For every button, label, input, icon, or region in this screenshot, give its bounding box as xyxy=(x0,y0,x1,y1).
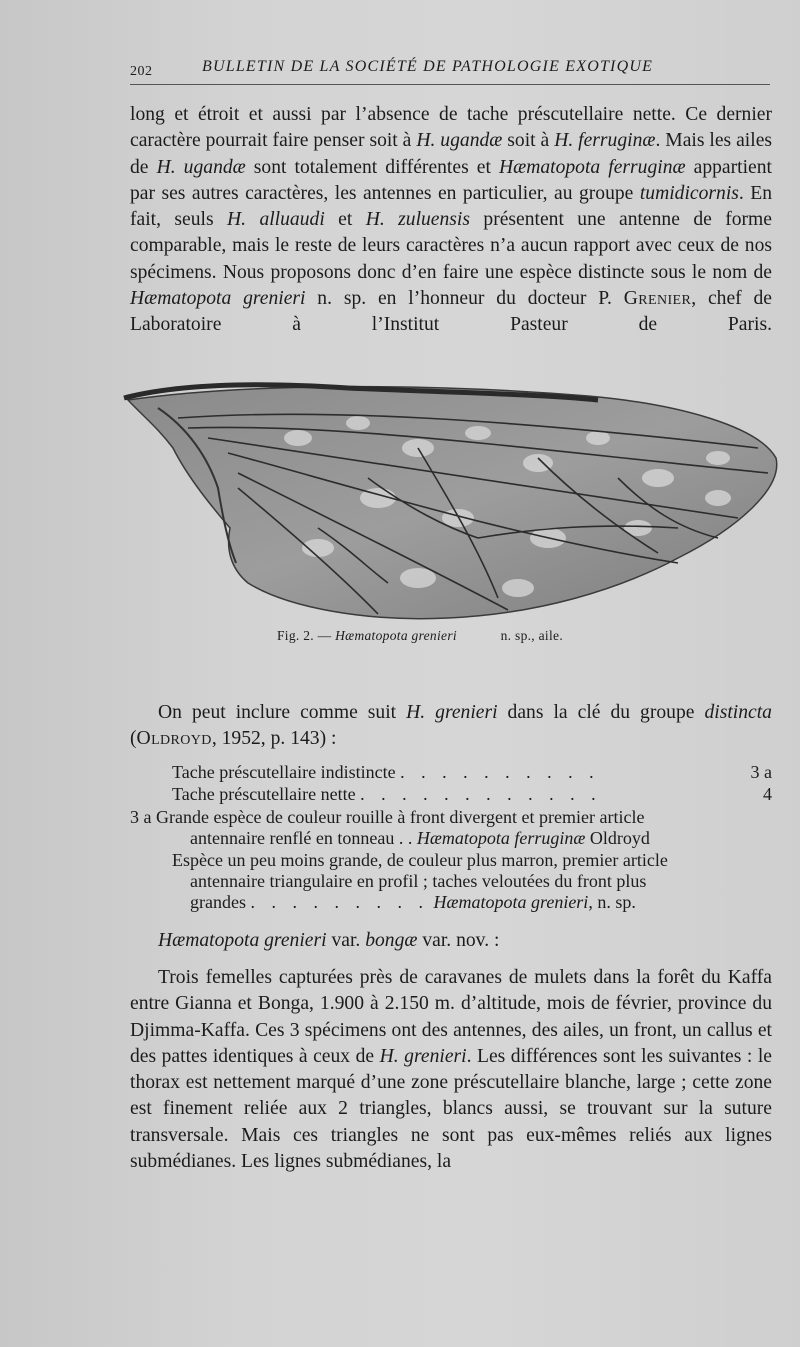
text-run: On peut inclure comme suit xyxy=(158,702,407,723)
key-text: Tache préscutellaire indistincte xyxy=(172,762,396,782)
species-name: Hæmatopota grenieri xyxy=(158,930,327,951)
text-run: Trois femelles capturées près de caravanes de mulets dans la forêt du Kaffa entre Gianna et Bonga, 1.900 à 2.150 m. d’altitude, mois de février, province du Djimma-Kaffa. Ces 3 spécimens ont des antennes, des ailes, un front, un callus et des pattes identiques à ceux de xyxy=(130,967,772,1067)
species-name: H. ugandæ xyxy=(416,130,503,152)
species-name: Hæmatopota ferruginæ xyxy=(416,828,586,848)
species-name: H. ferruginæ xyxy=(554,130,656,152)
wing-figure xyxy=(118,378,783,628)
wing-membrane xyxy=(128,387,777,619)
key-dots: . . . . . . . . . xyxy=(250,892,429,912)
key-text: grandes xyxy=(190,892,246,912)
species-name: H. ugandæ xyxy=(156,156,246,178)
page-number: 202 xyxy=(130,64,153,79)
variety-heading xyxy=(130,928,772,954)
text-run: var. nov. : xyxy=(417,930,500,951)
paragraph-variety xyxy=(130,965,772,1175)
key-dots: . . . . . . . . . . . . xyxy=(360,784,602,804)
species-name: H. grenieri xyxy=(406,702,498,723)
key-dots: . . . . . . . . . . xyxy=(400,762,600,782)
text-run: long et étroit et aussi par l’absence de tache préscutellaire nette. Ce dernier caractère pourrait faire penser soit à xyxy=(130,104,772,152)
text-run: , chef de Laboratoire à l’Institut Pasteur de Paris. xyxy=(130,288,772,336)
text-run: . En fait, seuls xyxy=(130,182,773,231)
text-run: et xyxy=(324,209,366,231)
running-title: BULLETIN DE LA SOCIÉTÉ DE PATHOLOGIE EXOTIQUE xyxy=(202,58,654,75)
species-name: H. alluaudi xyxy=(227,209,325,231)
figure-caption xyxy=(0,628,800,644)
text-run: n. sp. en l’honneur du docteur P. xyxy=(305,288,624,310)
text-run: présentent une antenne de forme comparable, mais le reste de leurs caractères n’a aucun rapport avec ceux de nos spécimens. Nous proposons donc d’en faire une espèce distincte sous le nom de xyxy=(130,209,772,283)
page-header xyxy=(130,58,770,84)
key-text: antennaire triangulaire en profil ; taches veloutées du front plus xyxy=(190,871,647,891)
key-text: antennaire renflé en tonneau . . xyxy=(190,828,413,848)
key-text: , n. sp. xyxy=(588,892,636,912)
key-number: 3 a xyxy=(130,807,152,827)
text-run: . Mais les ailes de xyxy=(130,130,773,178)
key-ref: 3 a xyxy=(750,762,772,782)
key-text: Tache préscutellaire nette xyxy=(172,784,356,804)
text-run: dans la clé du groupe xyxy=(497,702,705,723)
paragraph-key-intro xyxy=(130,700,772,753)
text-run: , 1952, p. 143) : xyxy=(211,728,337,750)
author-name: Grenier xyxy=(623,288,692,310)
species-name: Hæmatopota grenieri xyxy=(130,288,306,310)
text-run: var. xyxy=(326,930,366,951)
key-ref: 4 xyxy=(763,784,772,804)
species-name: Hæmatopota ferruginæ xyxy=(498,156,686,178)
species-name: Hæmatopota grenieri xyxy=(433,892,589,912)
text-run: soit à xyxy=(502,130,555,152)
author-name: Oldroyd xyxy=(585,828,650,848)
species-name: H. grenieri xyxy=(379,1045,467,1067)
variety-name: bongæ xyxy=(365,930,418,951)
paragraph-description xyxy=(130,102,772,365)
key-text: Grande espèce de couleur rouille à front divergent et premier article xyxy=(156,807,645,827)
key-line xyxy=(172,762,772,783)
key-line xyxy=(172,784,772,805)
text-run: appartient par ses autres caractères, les antennes en particulier, au groupe xyxy=(130,156,772,204)
text-run: . Les différences sont les suivantes : le thorax est nettement marqué d’une zone préscutellaire blanche, large ; cette zone est finement reliée aux 2 triangles, blancs aussi, se trouvant sur la suture transversale. Mais ces triangles ne sont pas eux-mêmes reliés aux lignes submédianes. Les lignes submédianes, la xyxy=(130,1045,772,1173)
key-entry xyxy=(172,850,772,913)
group-name: distincta xyxy=(704,702,772,723)
key-entry xyxy=(130,807,790,849)
text-run: ( xyxy=(130,728,137,750)
caption-rest: n. sp., aile. xyxy=(496,628,564,643)
caption-label: Fig. 2. — xyxy=(276,628,336,643)
author-name: Oldroyd xyxy=(136,728,212,750)
header-rule xyxy=(130,84,770,85)
group-name: tumidicornis xyxy=(639,182,739,204)
text-run: sont totalement différentes et xyxy=(245,156,499,178)
caption-species: Hæmatopota grenieri xyxy=(335,628,457,643)
key-text: Espèce un peu moins grande, de couleur plus marron, premier article xyxy=(172,850,668,870)
species-name: H. zuluensis xyxy=(365,209,470,231)
